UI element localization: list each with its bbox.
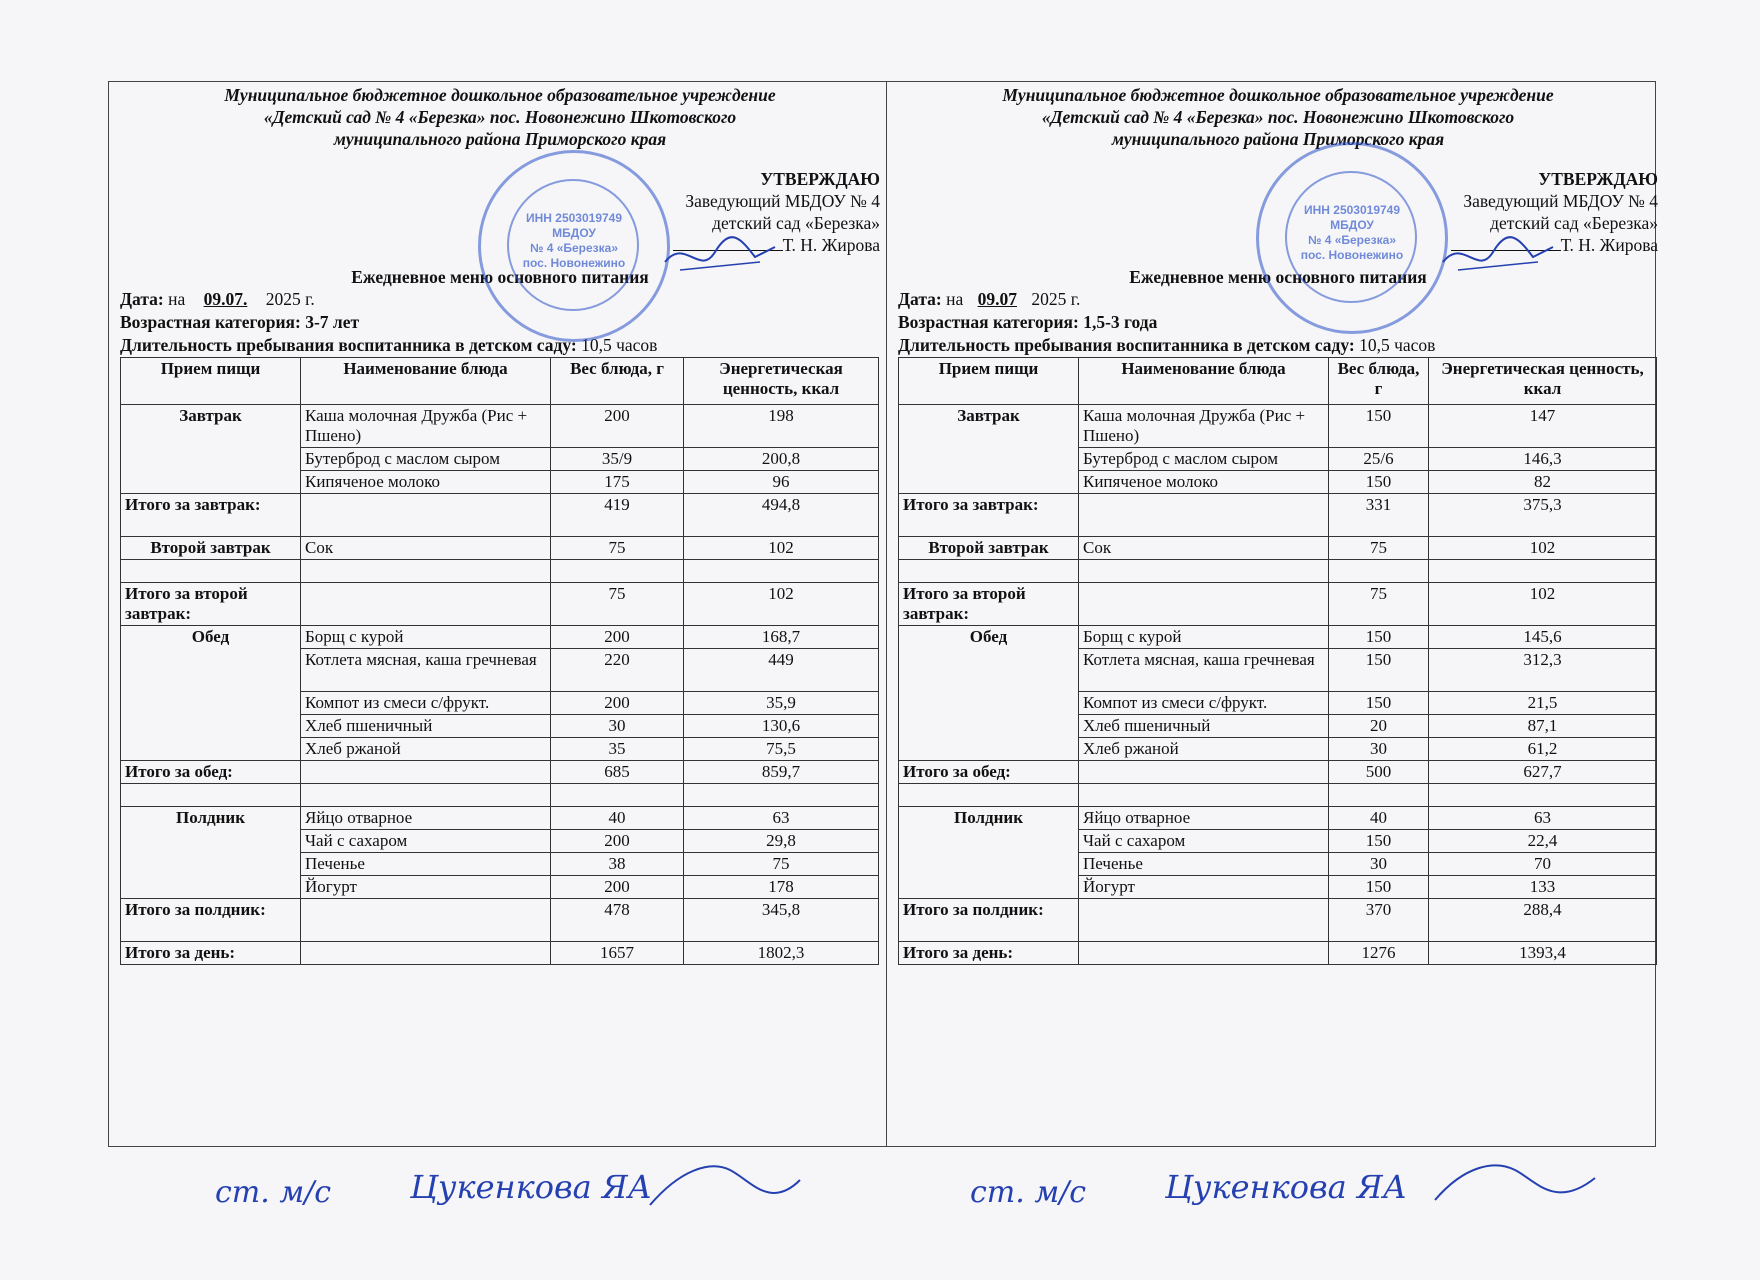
approve-position: Заведующий МБДОУ № 4 [685,191,880,211]
total-row [899,583,1657,626]
table-row [121,448,879,471]
date-prefix: на [946,289,964,309]
dish-weight: 150 [1329,649,1429,692]
total-row [121,899,879,942]
dish-name: Печенье [1079,853,1329,876]
dish-name [1079,899,1329,942]
dish-name: Кипяченое молоко [1079,471,1329,494]
org-line: «Детский сад № 4 «Березка» пос. Новонежино Шкотовского [1041,107,1515,127]
dish-weight: 35 [551,738,684,761]
dish-weight: 200 [551,876,684,899]
duration-value: 10,5 часов [1359,335,1436,355]
meal-name [899,853,1079,876]
dish-energy: 96 [684,471,879,494]
svg-text:Цукенкова ЯА: Цукенкова ЯА [410,1168,652,1206]
dish-name: Яйцо отварное [1079,807,1329,830]
table-row [121,405,879,448]
meal-name: Завтрак [121,405,301,448]
organization-header [918,84,1638,150]
total-row [899,942,1657,965]
age-line [120,311,880,334]
total-row [899,899,1657,942]
dish-name: Хлеб пшеничный [1079,715,1329,738]
dish-name [1079,761,1329,784]
meal-name [899,471,1079,494]
stamp-line: МБДОУ [1330,218,1374,232]
official-stamp [1256,142,1448,334]
meal-name [899,448,1079,471]
date-label: Дата: [898,289,942,309]
dish-energy: 198 [684,405,879,448]
dish-energy: 102 [684,583,879,626]
dish-energy [1429,784,1657,807]
age-label: Возрастная категория: [120,312,301,332]
dish-weight: 30 [551,715,684,738]
table-row [899,853,1657,876]
organization-header [140,84,860,150]
stamp-text [481,211,667,271]
dish-name: Каша молочная Дружба (Рис + Пшено) [1079,405,1329,448]
total-label: Итого за завтрак: [121,494,301,537]
dish-weight: 75 [551,583,684,626]
meal-name [121,471,301,494]
dish-weight: 500 [1329,761,1429,784]
meal-name [121,715,301,738]
table-row [121,692,879,715]
dish-name: Котлета мясная, каша гречневая [1079,649,1329,692]
dish-energy: 130,6 [684,715,879,738]
meal-name [121,692,301,715]
dish-energy: 168,7 [684,626,879,649]
svg-text:ст. м/с: ст. м/с [970,1175,1087,1210]
total-label: Итого за второй завтрак: [121,583,301,626]
table-header-row [121,358,879,405]
stamp-line: пос. Новонежино [522,256,626,270]
approve-organization: детский сад «Березка» [1490,213,1658,233]
dish-name: Хлеб пшеничный [301,715,551,738]
nurse-handwritten-signature [210,1150,810,1220]
dish-energy: 35,9 [684,692,879,715]
blank-row [899,784,1657,807]
table-row [899,692,1657,715]
total-row [121,583,879,626]
dish-weight: 150 [1329,405,1429,448]
age-line [898,311,1658,334]
table-row [899,649,1657,692]
table-row [899,405,1657,448]
stamp-text [1259,203,1445,263]
table-row [899,626,1657,649]
dish-name: Сок [301,537,551,560]
org-line: муниципального района Приморского края [333,129,667,149]
table-row [899,715,1657,738]
dish-name [1079,784,1329,807]
age-value: 3-7 лет [305,312,360,332]
dish-weight: 20 [1329,715,1429,738]
duration-value: 10,5 часов [581,335,658,355]
dish-name [1079,583,1329,626]
dish-energy: 859,7 [684,761,879,784]
table-row [899,876,1657,899]
dish-name [301,899,551,942]
dish-energy: 102 [684,537,879,560]
blank-row [899,560,1657,583]
blank-row [121,560,879,583]
dish-name: Йогурт [1079,876,1329,899]
dish-weight: 150 [1329,876,1429,899]
table-row [121,649,879,692]
dish-energy: 1802,3 [684,942,879,965]
dish-energy: 133 [1429,876,1657,899]
dish-weight: 370 [1329,899,1429,942]
dish-energy: 75 [684,853,879,876]
dish-name: Йогурт [301,876,551,899]
column-header: Вес блюда, г [1329,358,1429,405]
dish-energy: 449 [684,649,879,692]
dish-name [1079,560,1329,583]
duration-line [898,334,1658,357]
dish-weight: 200 [551,692,684,715]
approve-name: Т. Н. Жирова [782,235,880,255]
dish-energy: 29,8 [684,830,879,853]
stamp-line: № 4 «Березка» [529,241,618,255]
dish-weight [1329,784,1429,807]
meal-name [899,830,1079,853]
total-label: Итого за второй завтрак: [899,583,1079,626]
dish-weight: 150 [1329,830,1429,853]
dish-energy: 21,5 [1429,692,1657,715]
dish-name [301,560,551,583]
dish-energy: 75,5 [684,738,879,761]
official-stamp [478,150,670,342]
dish-energy: 1393,4 [1429,942,1657,965]
meal-name: Полдник [899,807,1079,830]
dish-name: Яйцо отварное [301,807,551,830]
stamp-line: пос. Новонежино [1300,248,1404,262]
dish-name: Каша молочная Дружба (Рис + Пшено) [301,405,551,448]
dish-name [301,583,551,626]
meal-name [899,738,1079,761]
dish-name: Хлеб ржаной [1079,738,1329,761]
table-row [899,830,1657,853]
meal-name [121,876,301,899]
table-row [121,626,879,649]
meal-name: Обед [899,626,1079,649]
dish-energy: 102 [1429,537,1657,560]
duration-label: Длительность пребывания воспитанника в детском саду: [120,335,577,355]
dish-energy: 82 [1429,471,1657,494]
dish-weight: 200 [551,405,684,448]
column-header: Прием пищи [899,358,1079,405]
dish-name [1079,494,1329,537]
meal-name [899,715,1079,738]
dish-name: Сок [1079,537,1329,560]
meal-name [899,692,1079,715]
dish-weight: 419 [551,494,684,537]
stamp-line: № 4 «Березка» [1307,233,1396,247]
dish-weight: 200 [551,626,684,649]
dish-energy: 63 [684,807,879,830]
dish-weight: 25/6 [1329,448,1429,471]
dish-energy: 146,3 [1429,448,1657,471]
org-line: муниципального района Приморского края [1111,129,1445,149]
duration-label: Длительность пребывания воспитанника в детском саду: [898,335,1355,355]
total-label: Итого за полдник: [899,899,1079,942]
total-row [121,942,879,965]
meal-name [121,853,301,876]
table-row [899,807,1657,830]
dish-weight: 35/9 [551,448,684,471]
dish-energy [1429,560,1657,583]
dish-name: Котлета мясная, каша гречневая [301,649,551,692]
date-label: Дата: [120,289,164,309]
dish-energy: 102 [1429,583,1657,626]
org-line: Муниципальное бюджетное дошкольное образовательное учреждение [224,85,776,105]
dish-energy: 178 [684,876,879,899]
duration-line [120,334,880,357]
dish-weight: 175 [551,471,684,494]
meal-name [121,830,301,853]
dish-weight: 150 [1329,692,1429,715]
org-line: Муниципальное бюджетное дошкольное образовательное учреждение [1002,85,1554,105]
dish-name: Борщ с курой [301,626,551,649]
approve-position: Заведующий МБДОУ № 4 [1463,191,1658,211]
menu-title: Ежедневное меню основного питания [351,267,649,287]
dish-name: Компот из смеси с/фрукт. [301,692,551,715]
dish-name: Печенье [301,853,551,876]
total-row [121,761,879,784]
blank-row [121,784,879,807]
menu-table [120,357,879,965]
dish-energy: 345,8 [684,899,879,942]
meal-name [121,738,301,761]
nurse-handwritten-signature [965,1150,1605,1220]
table-row [121,471,879,494]
dish-name: Чай с сахаром [1079,830,1329,853]
meal-name: Завтрак [899,405,1079,448]
dish-name: Бутерброд с маслом сыром [1079,448,1329,471]
dish-energy: 200,8 [684,448,879,471]
dish-energy: 627,7 [1429,761,1657,784]
dish-weight: 685 [551,761,684,784]
approve-title: УТВЕРЖДАЮ [760,169,880,189]
table-row [899,738,1657,761]
dish-energy [684,560,879,583]
dish-weight: 75 [551,537,684,560]
stamp-line: ИНН 2503019749 [525,211,623,225]
meal-name [121,649,301,692]
dish-energy: 494,8 [684,494,879,537]
approve-name: Т. Н. Жирова [1560,235,1658,255]
meal-name: Полдник [121,807,301,830]
total-label: Итого за день: [899,942,1079,965]
dish-energy: 22,4 [1429,830,1657,853]
dish-weight: 331 [1329,494,1429,537]
dish-energy: 375,3 [1429,494,1657,537]
dish-name [301,784,551,807]
date-year: 2025 г. [265,289,315,309]
table-row [121,738,879,761]
dish-energy: 288,4 [1429,899,1657,942]
table-row [121,830,879,853]
meal-name [899,876,1079,899]
dish-weight: 1657 [551,942,684,965]
meal-name [121,448,301,471]
meal-name [899,784,1079,807]
dish-weight [1329,560,1429,583]
dish-energy: 70 [1429,853,1657,876]
total-label: Итого за полдник: [121,899,301,942]
dish-energy: 147 [1429,405,1657,448]
dish-weight [551,560,684,583]
meal-name: Второй завтрак [121,537,301,560]
total-row [899,494,1657,537]
dish-weight [551,784,684,807]
dish-weight: 75 [1329,583,1429,626]
table-row [121,876,879,899]
age-value: 1,5-3 года [1083,312,1158,332]
dish-weight: 75 [1329,537,1429,560]
date-value: 09.07 [977,289,1017,309]
dish-name: Кипяченое молоко [301,471,551,494]
dish-weight: 150 [1329,471,1429,494]
menu-table [898,357,1657,965]
dish-energy: 312,3 [1429,649,1657,692]
table-row [899,537,1657,560]
column-header: Энергетическая ценность, ккал [684,358,879,405]
dish-energy [684,784,879,807]
meal-name [121,784,301,807]
svg-text:Цукенкова ЯА: Цукенкова ЯА [1165,1168,1407,1206]
table-row [899,448,1657,471]
dish-name: Чай с сахаром [301,830,551,853]
table-row [121,715,879,738]
panel-divider [886,81,887,1147]
table-row [121,537,879,560]
column-header: Прием пищи [121,358,301,405]
table-row [121,807,879,830]
stamp-line: МБДОУ [552,226,596,240]
table-header-row [899,358,1657,405]
meal-name: Второй завтрак [899,537,1079,560]
date-value: 09.07. [203,289,248,309]
svg-text:ст. м/с: ст. м/с [215,1175,332,1210]
dish-name [301,942,551,965]
dish-name: Бутерброд с маслом сыром [301,448,551,471]
dish-name [301,761,551,784]
meal-name [899,649,1079,692]
total-label: Итого за завтрак: [899,494,1079,537]
dish-energy: 63 [1429,807,1657,830]
approve-organization: детский сад «Березка» [712,213,880,233]
dish-name: Хлеб ржаной [301,738,551,761]
dish-weight: 40 [1329,807,1429,830]
meal-name [899,560,1079,583]
dish-weight: 220 [551,649,684,692]
dish-energy: 87,1 [1429,715,1657,738]
dish-weight: 30 [1329,853,1429,876]
stamp-line: ИНН 2503019749 [1303,203,1401,217]
column-header: Вес блюда, г [551,358,684,405]
date-prefix: на [168,289,186,309]
column-header: Наименование блюда [301,358,551,405]
dish-name: Борщ с курой [1079,626,1329,649]
table-row [899,471,1657,494]
dish-weight: 38 [551,853,684,876]
total-label: Итого за обед: [899,761,1079,784]
total-label: Итого за день: [121,942,301,965]
dish-weight: 150 [1329,626,1429,649]
dish-weight: 1276 [1329,942,1429,965]
dish-weight: 200 [551,830,684,853]
dish-name [301,494,551,537]
total-row [899,761,1657,784]
meal-name [121,560,301,583]
total-label: Итого за обед: [121,761,301,784]
table-row [121,853,879,876]
dish-name [1079,942,1329,965]
dish-energy: 145,6 [1429,626,1657,649]
org-line: «Детский сад № 4 «Березка» пос. Новонежино Шкотовского [263,107,737,127]
dish-weight: 478 [551,899,684,942]
dish-weight: 40 [551,807,684,830]
meal-name: Обед [121,626,301,649]
date-year: 2025 г. [1031,289,1081,309]
dish-name: Компот из смеси с/фрукт. [1079,692,1329,715]
column-header: Наименование блюда [1079,358,1329,405]
dish-energy: 61,2 [1429,738,1657,761]
age-label: Возрастная категория: [898,312,1079,332]
dish-weight: 30 [1329,738,1429,761]
menu-title: Ежедневное меню основного питания [1129,267,1427,287]
total-row [121,494,879,537]
column-header: Энергетическая ценность, ккал [1429,358,1657,405]
approve-title: УТВЕРЖДАЮ [1538,169,1658,189]
